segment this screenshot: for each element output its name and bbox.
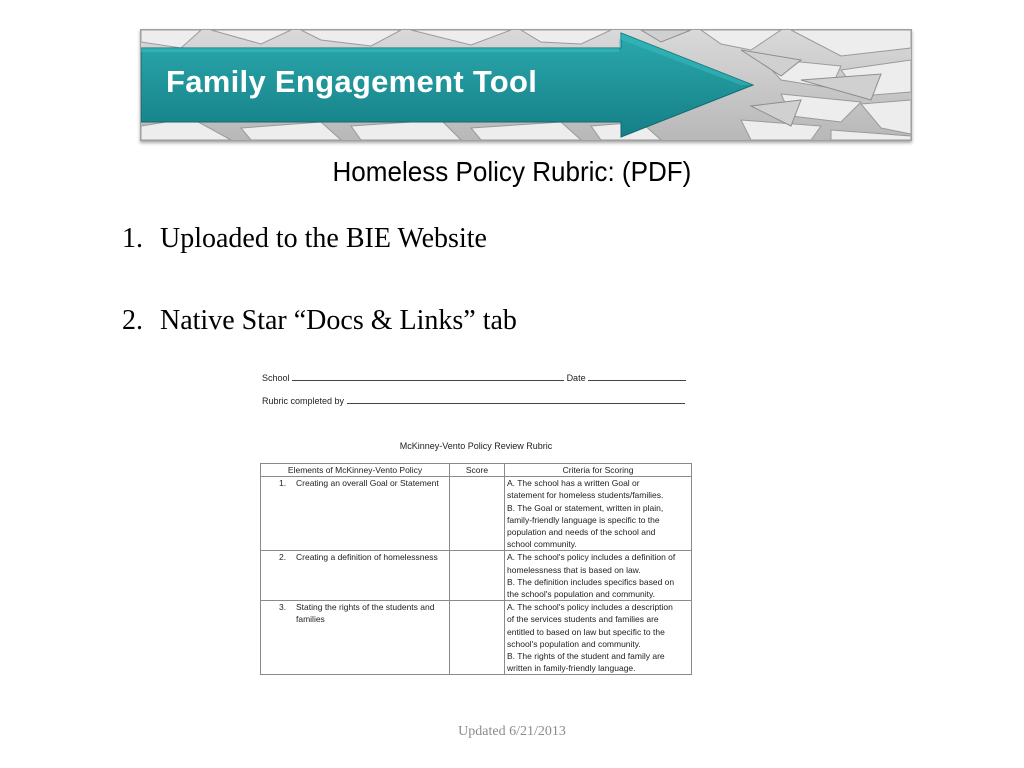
list-item-text: Native Star “Docs & Links” tab	[160, 305, 517, 336]
score-cell	[450, 601, 505, 675]
completed-by-blank	[347, 394, 685, 404]
list-item	[122, 223, 487, 255]
criteria-line: B. The definition includes specifics based on	[507, 576, 675, 587]
criteria-cell	[505, 601, 692, 675]
criteria-line: population and needs of the school and	[507, 527, 656, 538]
criteria-line: B. The rights of the student and family are	[507, 651, 665, 662]
school-line	[262, 371, 686, 383]
header-criteria: Criteria for Scoring	[505, 464, 692, 477]
element-number: 2.	[279, 552, 287, 563]
element-cell	[261, 551, 450, 601]
rubric-table	[260, 463, 692, 675]
score-cell	[450, 477, 505, 551]
element-cell	[261, 477, 450, 551]
criteria-line: written in family-friendly language.	[507, 663, 636, 674]
list-item-text: Uploaded to the BIE Website	[160, 223, 487, 254]
footer-updated-date: Updated 6/21/2013	[458, 724, 566, 739]
table-header-row	[261, 464, 692, 477]
list-item-number: 2.	[122, 305, 143, 336]
criteria-line: the school's population and community.	[507, 589, 655, 600]
criteria-line: A. The school has a written Goal or	[507, 478, 640, 489]
completed-by-label: Rubric completed by	[262, 396, 345, 406]
criteria-line: school community.	[507, 539, 577, 550]
date-blank	[588, 371, 686, 381]
criteria-line: homelessness that is based on law.	[507, 564, 641, 575]
header-score: Score	[450, 464, 505, 477]
score-cell	[450, 551, 505, 601]
rubric-heading-text: Homeless Policy Rubric: (PDF)	[332, 156, 692, 187]
completed-by-line	[262, 394, 685, 406]
criteria-line: A. The school's policy includes a definition of	[507, 552, 676, 563]
criteria-line: A. The school's policy includes a description	[507, 602, 673, 613]
banner-title: Family Engagement Tool	[166, 64, 538, 99]
element-text: Creating an overall Goal or Statement	[296, 478, 439, 489]
header-elements: Elements of McKinney-Vento Policy	[261, 464, 450, 477]
criteria-cell	[505, 551, 692, 601]
criteria-line: B. The Goal or statement, written in plain,	[507, 502, 664, 513]
criteria-line: family-friendly language is specific to the	[507, 514, 660, 525]
school-label: School	[262, 373, 290, 383]
element-text: Stating the rights of the students and families	[296, 602, 435, 625]
criteria-cell	[505, 477, 692, 551]
list-item-number: 1.	[122, 223, 143, 254]
criteria-line: school's population and community.	[507, 638, 641, 649]
table-title: McKinney-Vento Policy Review Rubric	[399, 441, 553, 451]
school-blank	[292, 371, 564, 381]
element-number: 1.	[279, 478, 287, 489]
rubric-document-preview	[258, 365, 698, 677]
criteria-line: statement for homeless students/families.	[507, 490, 664, 501]
table-row	[261, 551, 692, 601]
rubric-heading-link[interactable]	[0, 156, 1024, 188]
list-item	[122, 305, 517, 337]
banner	[140, 29, 912, 141]
criteria-line: of the services students and families are	[507, 614, 659, 625]
element-text: Creating a definition of homelessness	[296, 552, 438, 563]
element-number: 3.	[279, 602, 287, 613]
date-label: Date	[566, 373, 586, 383]
criteria-line: entitled to based on law but specific to the	[507, 626, 665, 637]
table-row	[261, 477, 692, 551]
table-row	[261, 601, 692, 675]
element-cell	[261, 601, 450, 675]
